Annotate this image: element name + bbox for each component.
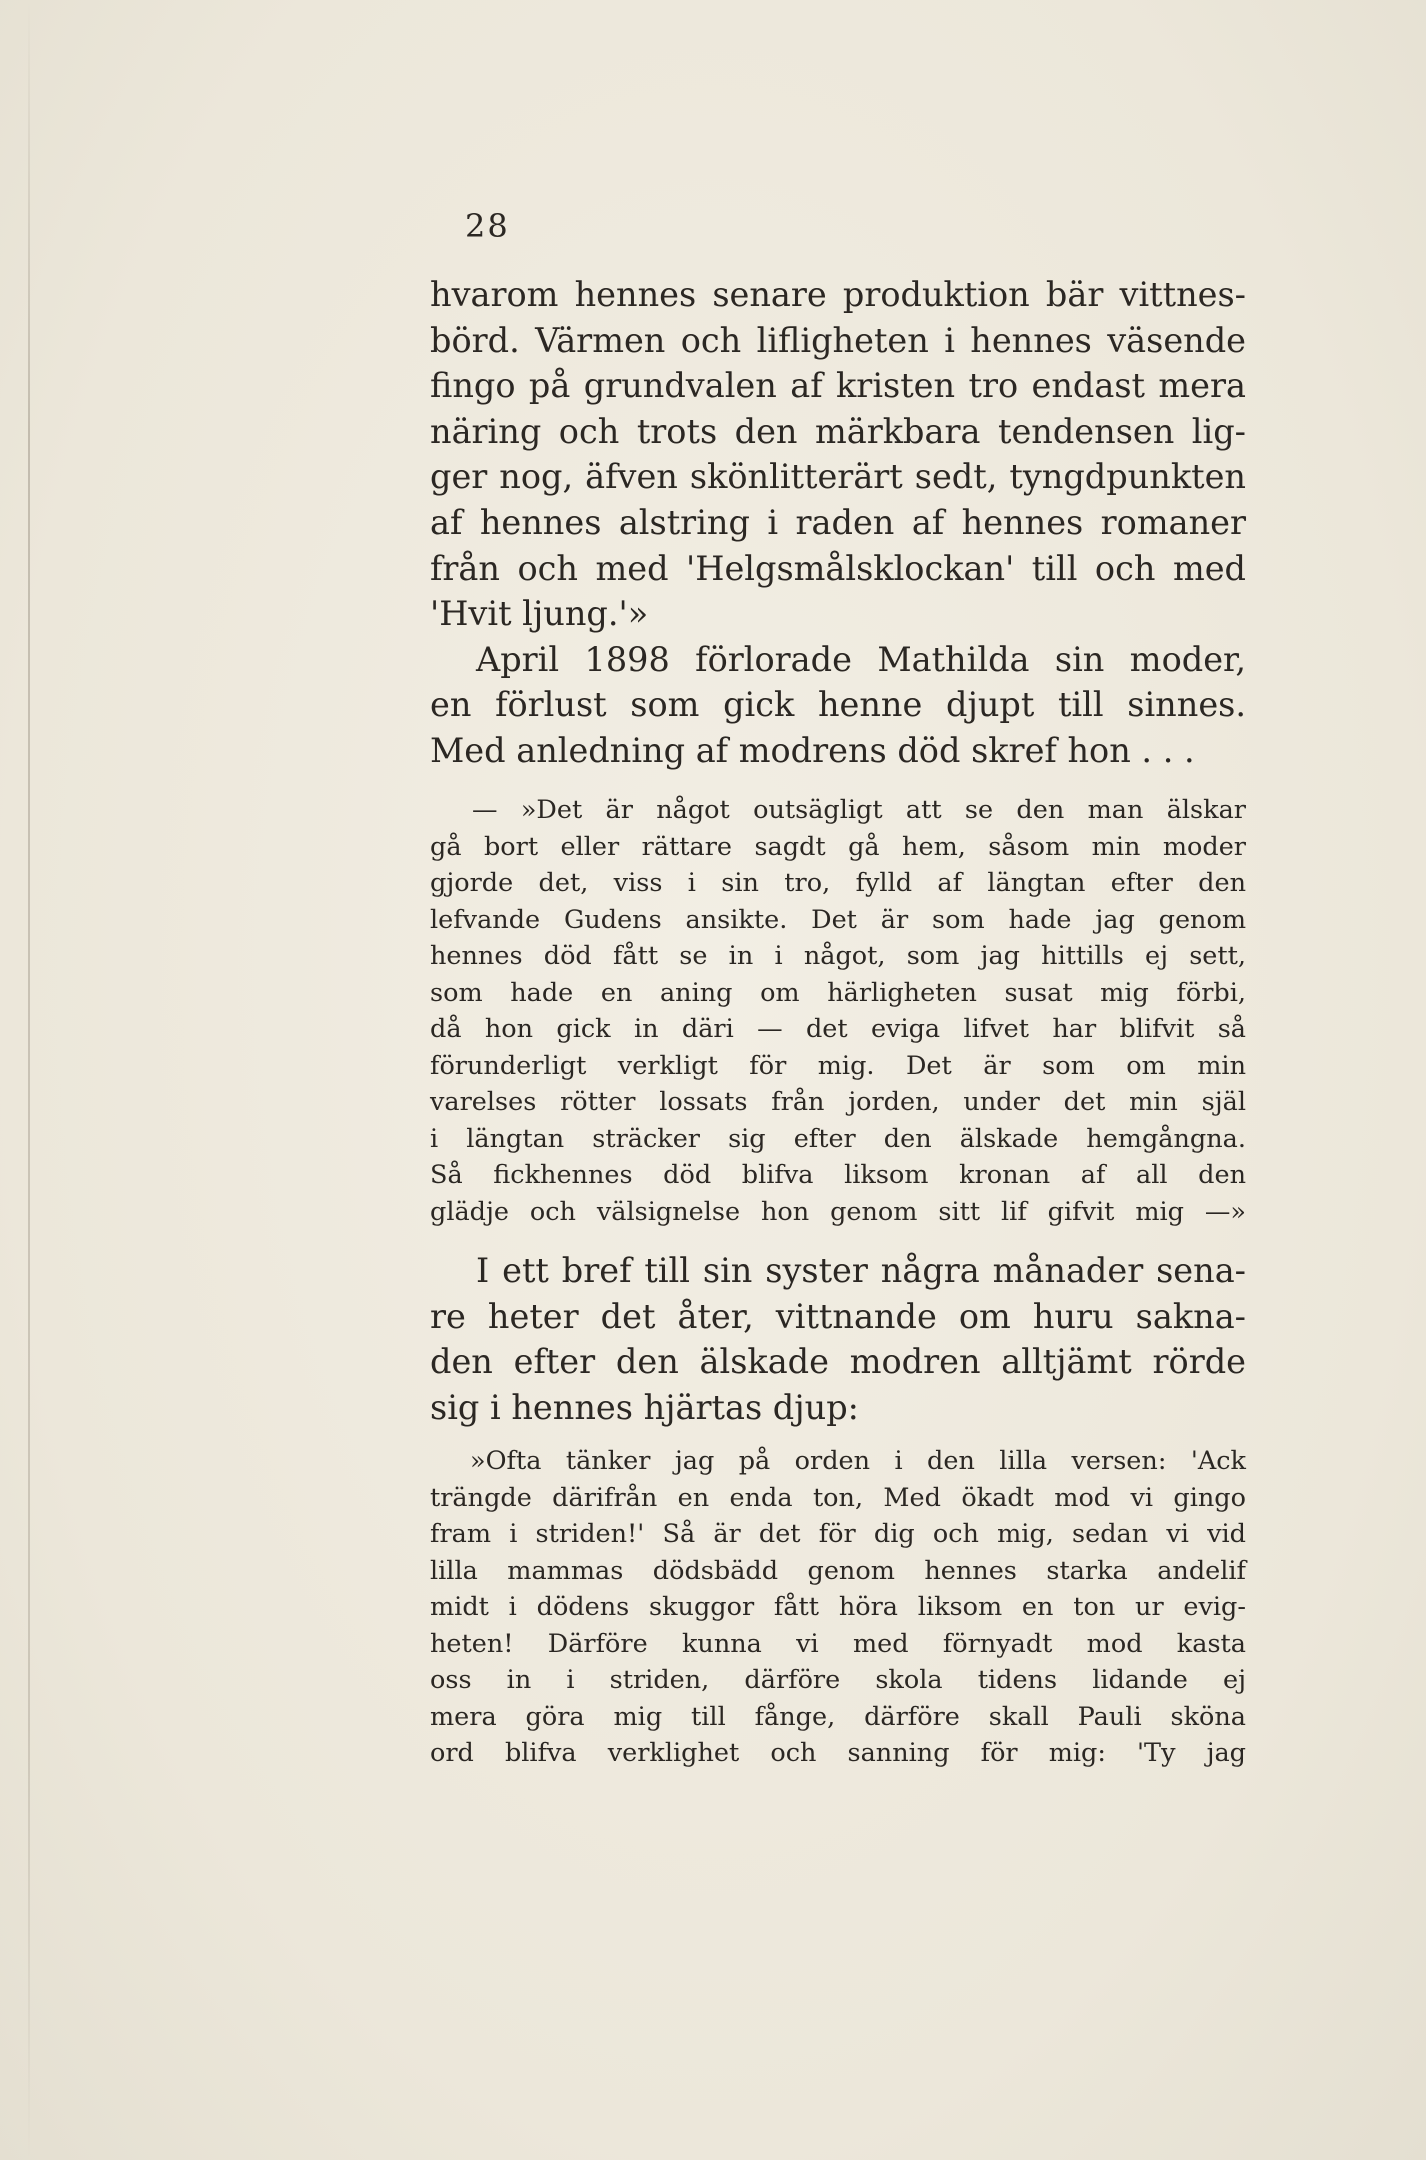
quote-line: då hon gick in däri — det eviga lifvet har blifvit så (430, 1014, 1246, 1044)
quote-line: Så fickhennes död blifva liksom kronan af all den (430, 1160, 1246, 1190)
quote-line: ord blifva verklighet och sanning för mig: 'Ty jag (430, 1738, 1246, 1768)
text-line: näring och trots den märkbara tendensen lig- (430, 411, 1246, 451)
text-line: från och med 'Helgsmålsklockan' till och med (430, 548, 1246, 588)
text-line: börd. Värmen och lifligheten i hennes väsende (430, 320, 1246, 360)
text-line: den efter den älskade modren alltjämt rörde (430, 1342, 1246, 1382)
quote-line: lilla mammas dödsbädd genom hennes starka andelif (430, 1555, 1246, 1586)
quote-line: lefvande Gudens ansikte. Det är som hade jag genom (430, 904, 1246, 935)
page-number: 28 (465, 207, 510, 245)
quote-line: varelses rötter lossats från jorden, under det min själ (430, 1087, 1246, 1117)
text-line: re heter det åter, vittnande om huru sakna- (430, 1296, 1246, 1336)
quote-line: hennes död fått se in i något, som jag hittills ej sett, (430, 941, 1246, 971)
quote-line: glädje och välsignelse hon genom sitt lif gifvit mig —» (430, 1196, 1246, 1227)
quote-line: förunderligt verkligt för mig. Det är som om min (430, 1050, 1246, 1081)
text-line: fingo på grundvalen af kristen tro endast mera (430, 366, 1246, 406)
page-edge-shadow (28, 0, 30, 2160)
quote-line: som hade en aning om härligheten susat mig förbi, (430, 977, 1246, 1008)
quote-line: fram i striden!' Så är det för dig och mig, sedan vi vid (430, 1519, 1246, 1549)
paragraph-1 (430, 272, 1246, 774)
text-line: ger nog, äfven skönlitterärt sedt, tyngdpunkten (430, 457, 1246, 497)
text-line: en förlust som gick henne djupt till sinnes. (430, 685, 1246, 725)
quote-line: trängde därifrån en enda ton, Med ökadt mod vi gingo (430, 1482, 1246, 1513)
text-line: 'Hvit ljung.'» (430, 594, 649, 634)
quote-line: i längtan sträcker sig efter den älskade hemgångna. (430, 1123, 1246, 1154)
text-line: af hennes alstring i raden af hennes romaner (430, 502, 1246, 542)
quote-1 (430, 792, 1246, 1230)
paragraph-2 (430, 1248, 1246, 1430)
quote-line: gå bort eller rättare sagdt gå hem, såsom min moder (430, 831, 1246, 862)
quote-line: oss in i striden, därföre skola tidens lidande ej (430, 1665, 1246, 1695)
quote-line: heten! Därföre kunna vi med förnyadt mod kasta (430, 1628, 1246, 1659)
quote-line: mera göra mig till fånge, därföre skall Pauli sköna (430, 1701, 1246, 1732)
text-line: April 1898 förlorade Mathilda sin moder, (476, 639, 1246, 679)
quote-2 (430, 1443, 1246, 1772)
quote-line: »Ofta tänker jag på orden i den lilla versen: 'Ack (470, 1446, 1246, 1476)
quote-line: — »Det är något outsägligt att se den man älskar (472, 795, 1246, 825)
text-line: I ett bref till sin syster några månader sena- (476, 1251, 1246, 1290)
text-line: hvarom hennes senare produktion bär vittnes- (430, 275, 1246, 314)
quote-line: gjorde det, viss i sin tro, fylld af längtan efter den (430, 868, 1246, 898)
quote-line: midt i dödens skuggor fått höra liksom en ton ur evig- (430, 1592, 1246, 1622)
text-line: Med anledning af modrens död skref hon . . . (430, 730, 1195, 770)
text-line: sig i hennes hjärtas djup: (430, 1387, 859, 1427)
